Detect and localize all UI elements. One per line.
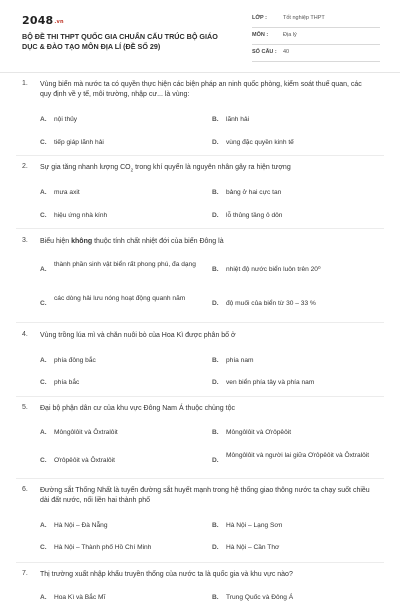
question-divider	[16, 322, 384, 323]
question-divider	[16, 562, 384, 563]
meta-question-count: SỐ CÂU : 40	[252, 48, 380, 62]
exam-header	[0, 0, 400, 70]
question-divider	[16, 478, 384, 479]
question-text: Vùng biển mà nước ta có quyền thực hiện các biện pháp an ninh quốc phòng, kiểm soát thuế quan, các quy định về y tế, môi trường, nhập cư... là vùng:	[40, 81, 362, 98]
meta-subject: MÔN : Địa lý	[252, 31, 380, 45]
question-text: Vùng trồng lúa mì và chăn nuôi bò của Hoa Kì được phân bố ở	[40, 332, 236, 339]
exam-meta	[252, 14, 380, 65]
question-text: Thị trường xuất nhập khẩu truyền thống của nước ta là quốc gia và khu vực nào?	[40, 571, 293, 578]
question-text: Biểu hiện không thuộc tính chất nhiệt đới của biển Đông là	[40, 238, 224, 245]
question-divider	[16, 155, 384, 156]
question-text: Đường sắt Thống Nhất là tuyến đường sắt huyết mạnh trong hệ thống giao thông nước ta chạy suốt chiều dài đất nước, nối liền hai thành phố	[40, 487, 370, 504]
question-divider	[16, 396, 384, 397]
meta-class: LỚP : Tốt nghiệp THPT	[252, 14, 380, 28]
exam-title: BỘ ĐỀ THI THPT QUỐC GIA CHUẨN CẤU TRÚC BỘ GIÁO DỤC & ĐÀO TẠO MÔN ĐỊA LÍ (ĐỀ SỐ 29)	[22, 32, 218, 51]
header-divider	[0, 72, 400, 73]
question-divider	[16, 228, 384, 229]
question-text: Đại bộ phận dân cư của khu vực Đông Nam Á thuộc chủng tộc	[40, 405, 235, 412]
question-text: Sự gia tăng nhanh lượng $CO_2$ trong khí quyển là nguyên nhân gây ra hiện tượng	[40, 164, 291, 173]
site-logo[interactable]: 2048.vn	[22, 14, 64, 27]
